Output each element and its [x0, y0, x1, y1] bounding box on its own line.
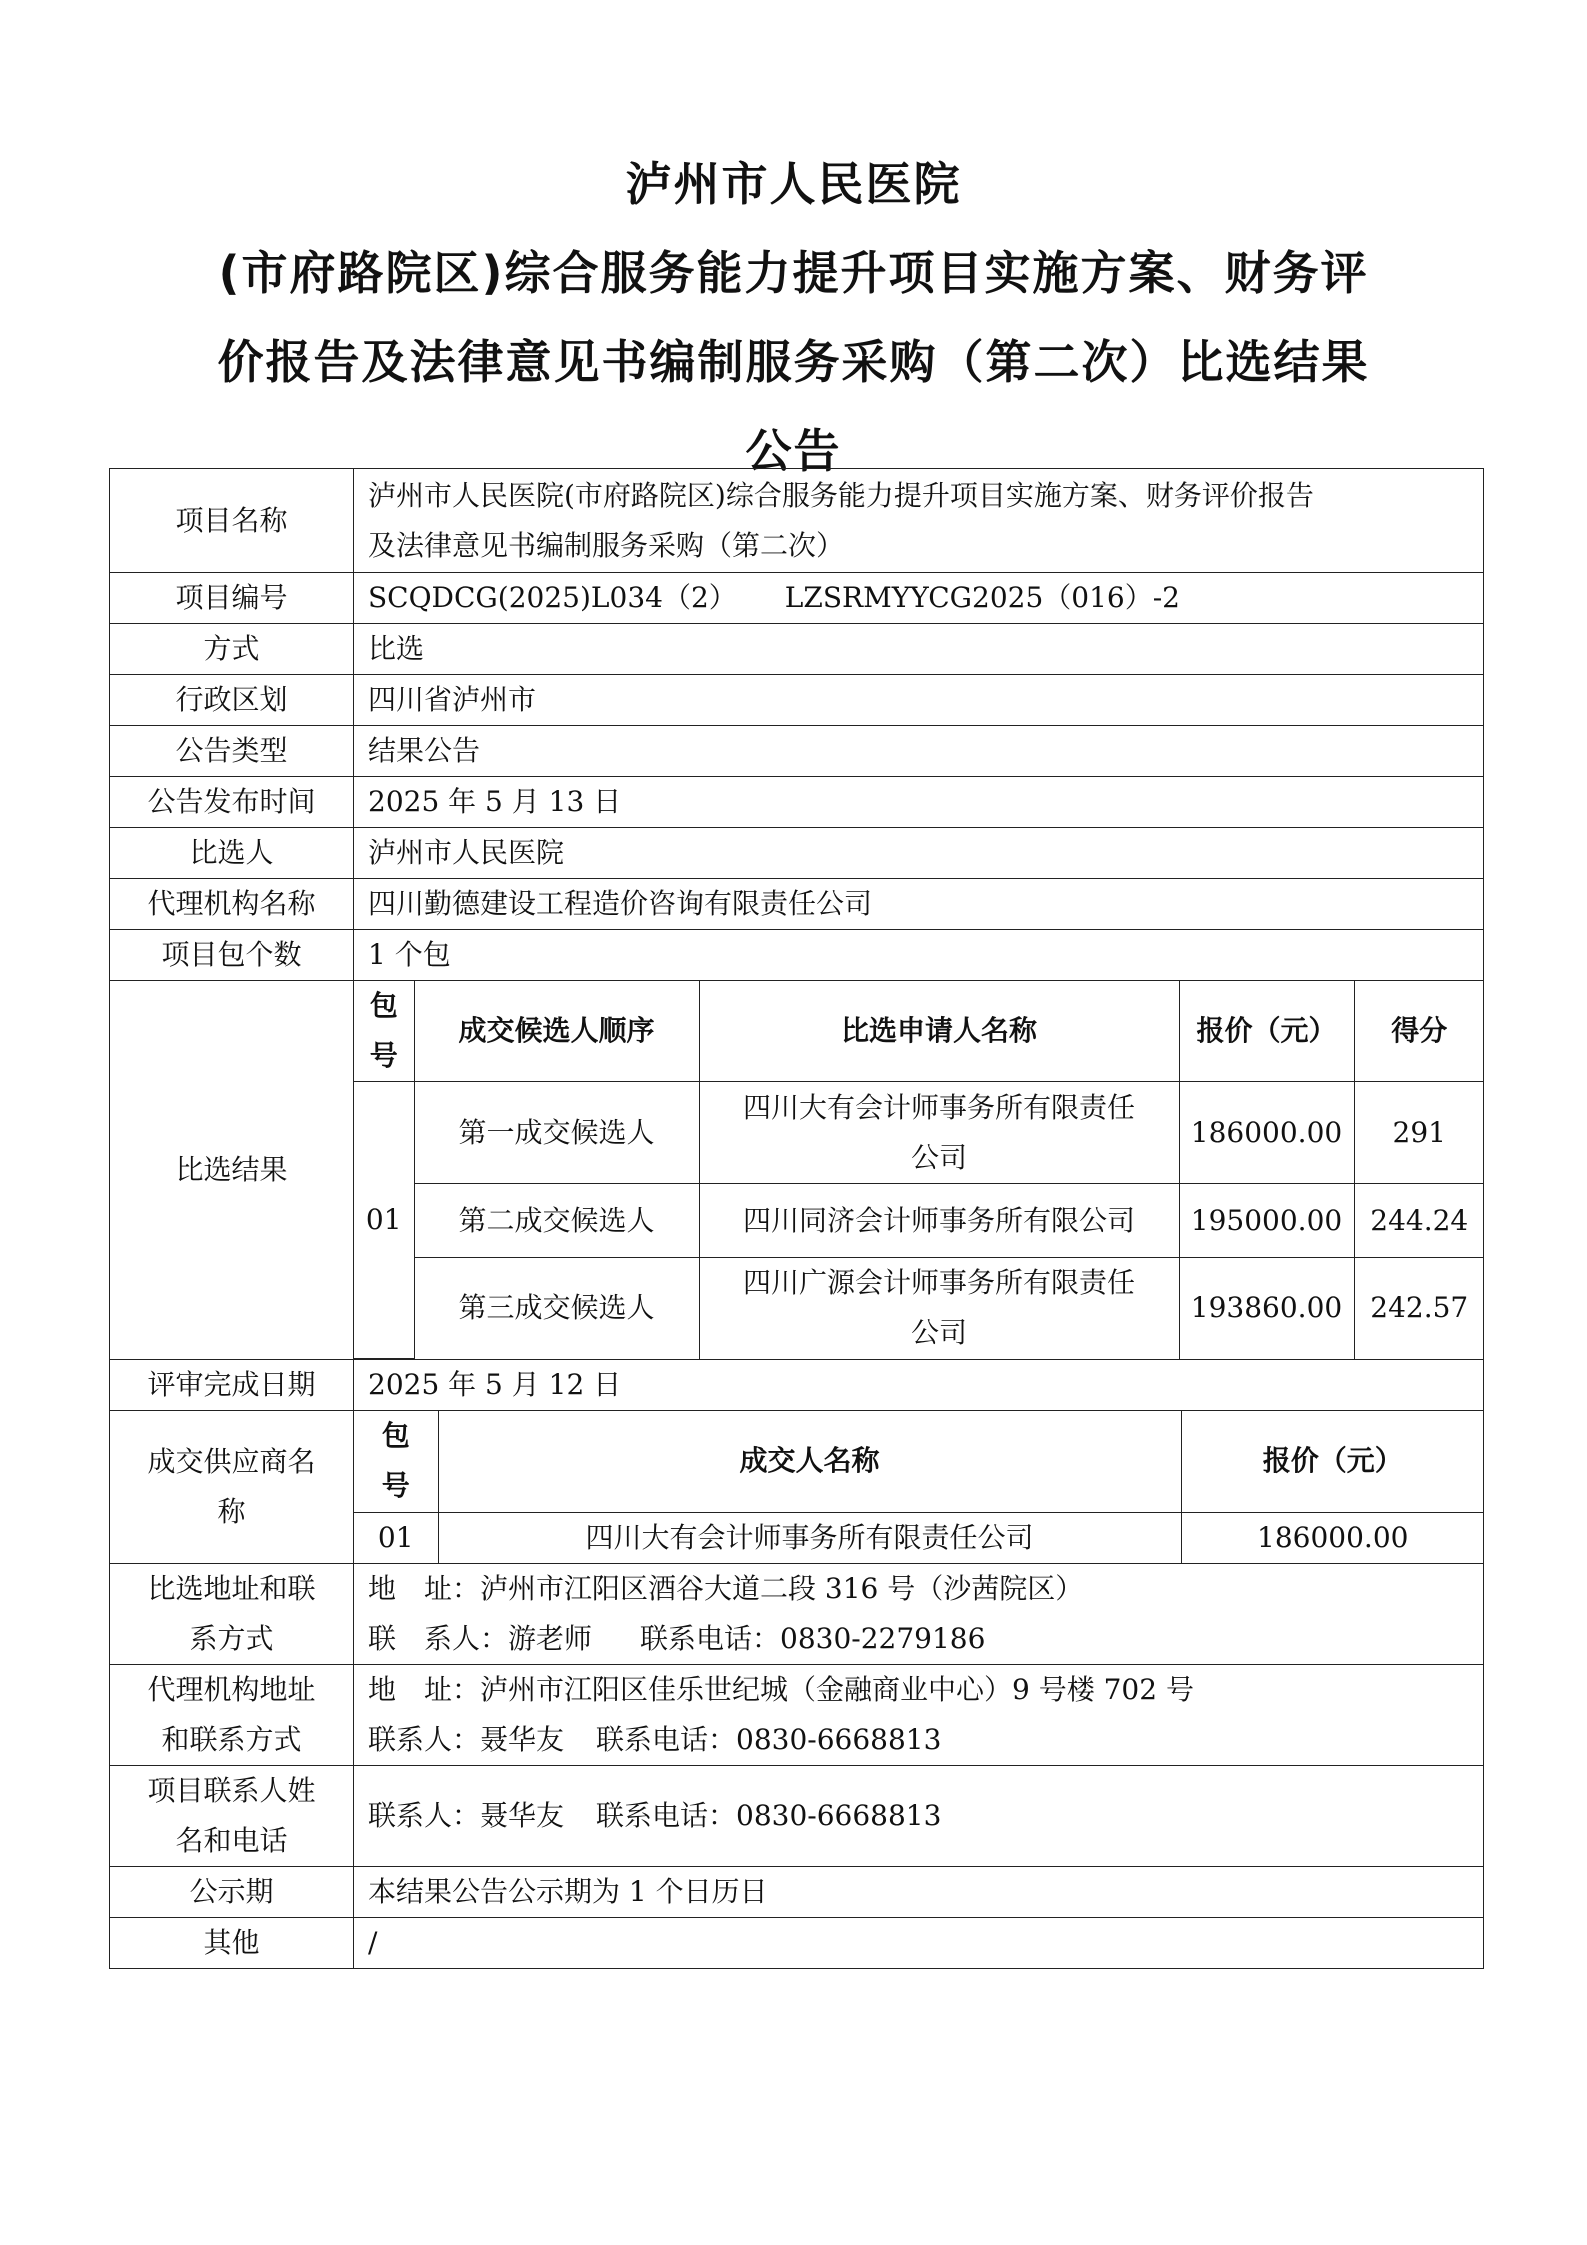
title-line-4: 公告: [745, 424, 842, 478]
row-contact-project: 项目联系人姓 名和电话 联系人：聂华友 联系电话：0830-6668813: [110, 1766, 1484, 1867]
value-agency: 四川勤德建设工程造价咨询有限责任公司: [354, 879, 1484, 930]
table-row: 第三成交候选人 四川广源会计师事务所有限责任 公司 193860.00 242.57: [354, 1258, 1484, 1359]
value-review-date: 2025 年 5 月 12 日: [354, 1360, 1484, 1411]
row-method: 方式 比选: [110, 624, 1484, 675]
table-row: 第二成交候选人 四川同济会计师事务所有限公司 195000.00 244.24: [354, 1184, 1484, 1258]
document-title: [110, 140, 1477, 496]
row-public-period: 公示期 本结果公告公示期为 1 个日历日: [110, 1867, 1484, 1918]
results-header-row: 包 号 成交候选人顺序 比选申请人名称 报价（元） 得分: [354, 981, 1484, 1082]
winner-name: 四川大有会计师事务所有限责任公司: [438, 1512, 1181, 1563]
row-contact-purchaser: 比选地址和联 系方式 地 址：泸州市江阳区酒谷大道二段 316 号（沙茜院区） 联 系人：游老师 联系电话：0830-2279186: [110, 1564, 1484, 1665]
winner-table: 包 号 成交人名称 报价（元） 01 四川大有会计师事务所有限责任公司 186000.00: [354, 1411, 1484, 1563]
title-line-2: (市府路院区)综合服务能力提升项目实施方案、财务评: [218, 246, 1369, 300]
label-winner: 成交供应商名 称: [110, 1411, 354, 1564]
row-review-date: 评审完成日期 2025 年 5 月 12 日: [110, 1360, 1484, 1411]
winner-price: 186000.00: [1181, 1512, 1484, 1563]
label-project-no: 项目编号: [110, 573, 354, 624]
row-package-count: 项目包个数 1 个包: [110, 930, 1484, 981]
row-project-no: [110, 573, 1484, 624]
row-region: 行政区划 四川省泸州市: [110, 675, 1484, 726]
title-line-3: 价报告及法律意见书编制服务采购（第二次）比选结果: [217, 335, 1370, 389]
value-purchaser: 泸州市人民医院: [354, 828, 1484, 879]
row-contact-agency: 代理机构地址 和联系方式 地 址：泸州市江阳区佳乐世纪城（金融商业中心）9 号楼 702 号 联系人：聂华友 联系电话：0830-6668813: [110, 1665, 1484, 1766]
title-line-1: 泸州市人民医院: [625, 157, 962, 211]
value-public-period: 本结果公告公示期为 1 个日历日: [354, 1867, 1484, 1918]
value-project-name: 泸州市人民医院(市府路院区)综合服务能力提升项目实施方案、财务评价报告 及法律意见书编制服务采购（第二次）: [354, 469, 1484, 573]
row-other: 其他 /: [110, 1918, 1484, 1969]
announcement-table: [109, 468, 1484, 1969]
value-package-count: 1 个包: [354, 930, 1484, 981]
row-publish-time: 公告发布时间 2025 年 5 月 13 日: [110, 777, 1484, 828]
value-method: 比选: [354, 624, 1484, 675]
value-region: 四川省泸州市: [354, 675, 1484, 726]
label-results: 比选结果: [110, 981, 354, 1360]
value-notice-type: 结果公告: [354, 726, 1484, 777]
row-winner: [110, 1411, 1484, 1564]
row-results: [110, 981, 1484, 1360]
results-package: 01: [354, 1082, 414, 1359]
value-publish-time: 2025 年 5 月 13 日: [354, 777, 1484, 828]
results-table: [354, 981, 1484, 1359]
table-row: 01 第一成交候选人 四川大有会计师事务所有限责任 公司 186000.00 291: [354, 1082, 1484, 1184]
table-row: 01 四川大有会计师事务所有限责任公司 186000.00: [354, 1512, 1484, 1563]
value-project-no: SCQDCG(2025)L034（2） LZSRMYYCG2025（016）-2: [354, 573, 1484, 624]
value-other: /: [354, 1918, 1484, 1969]
label-project-name: 项目名称: [110, 469, 354, 573]
row-project-name: [110, 469, 1484, 573]
row-notice-type: 公告类型 结果公告: [110, 726, 1484, 777]
row-purchaser: 比选人 泸州市人民医院: [110, 828, 1484, 879]
row-agency: 代理机构名称 四川勤德建设工程造价咨询有限责任公司: [110, 879, 1484, 930]
